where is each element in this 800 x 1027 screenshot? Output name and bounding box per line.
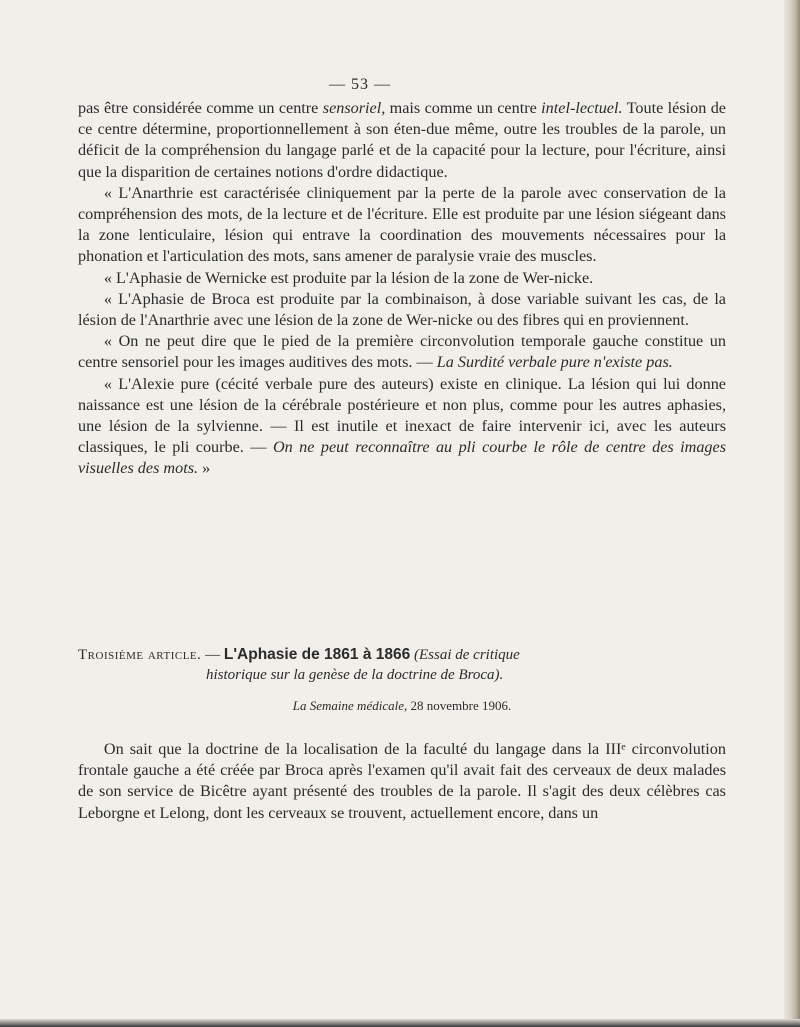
- text-run: « L'Alexie pure (cécité verbale pure des auteurs) existe en clinique. La lésion qui lui donne naissance est une lésion de la cérébrale postérieure et non plus, comme pour les autres aphasies, une lésion de la sylvienne. — Il est inutile et inexact de faire intervenir ici, avec les auteurs classiques, le pli courbe. —: [78, 374, 726, 457]
- text-run: « On ne peut dire que le pied de la première circonvolution temporale gauche constitue un centre sensoriel pour les images auditives des mots. —: [78, 332, 726, 372]
- article-heading-line-2: historique sur la genèse de la doctrine de Broca).: [206, 667, 504, 683]
- text-run: « L'Anarthrie est caractérisée cliniquement par la perte de la parole avec conservation de la compréhension des mots, de la lecture et de l'écriture. Elle est produite par une lésion siégeant dans la zone lenticulaire, lésion qui entrave la coordination des mouvements nécessaires pour la phonation et l'articulation des mots, sans amener de paralysie vraie des muscles.: [78, 183, 726, 266]
- article-heading: [78, 645, 726, 685]
- body-text-top: [78, 98, 726, 480]
- paragraph-temporale: [78, 331, 726, 373]
- italic-run: On ne peut reconnaître au pli courbe le rôle de centre des images visuelles des mots.: [78, 438, 727, 478]
- text-run: « L'Aphasie de Wernicke est produite par la lésion de la zone de Wer-nicke.: [103, 268, 594, 287]
- article-label: Troisième article.: [78, 647, 202, 663]
- text-run: Toute lésion de ce centre détermine, proportionnellement à son éten-due même, outre les troubles de la parole, un déficit de la compréhension du langage parlé et de la capacité pour la lecture, pour l'écriture, ainsi que la disparition de certaines notions d'ordre didactique.: [78, 99, 726, 181]
- text-run: »: [198, 459, 211, 478]
- heading-dash: —: [201, 647, 224, 663]
- text-run: mais comme un centre: [385, 99, 542, 117]
- paragraph-wernicke: [78, 268, 726, 289]
- paragraph-anarthrie: [78, 183, 726, 268]
- italic-run: La Surdité verbale pure n'existe pas.: [436, 353, 673, 372]
- body-text-bottom: [78, 739, 726, 824]
- page-bottom-edge: [0, 1019, 800, 1027]
- source-journal: La Semaine médicale,: [292, 698, 408, 713]
- article-subtitle: (Essai de critique: [410, 647, 520, 663]
- paragraph-doctrine: [78, 739, 726, 824]
- italic-run: intel-lectuel.: [541, 99, 623, 117]
- text-run: « L'Aphasie de Broca est produite par la combinaison, à dose variable suivant les cas, de la lésion de l'Anarthrie avec une lésion de la zone de Wer-nicke ou des fibres qui en proviennent.: [78, 289, 726, 330]
- text-run: pas être considérée comme un centre: [78, 99, 323, 117]
- text-run: On sait que la doctrine de la localisation de la faculté du langage dans la IIIᵉ circonvolution frontale gauche a été créée par Broca après l'examen qu'il avait fait des cerveaux de deux malades de son service de Bicêtre ayant présenté des troubles de la parole. Il s'agit des deux célèbres cas Leborgne et Lelong, dont les cerveaux se trouvent, actuellement encore, dans un: [78, 740, 726, 822]
- page-edge-shadow: [784, 0, 800, 1027]
- italic-run: sensoriel,: [322, 99, 386, 117]
- paragraph-alexie: [78, 374, 726, 480]
- article-source: [78, 698, 726, 714]
- source-date: 28 novembre 1906.: [407, 698, 512, 713]
- article-heading-line-1: [78, 645, 726, 665]
- paragraph-broca: [78, 289, 726, 331]
- page-number: — 53 —: [329, 76, 391, 93]
- article-title: L'Aphasie de 1861 à 1866: [223, 646, 411, 663]
- paragraph-1: [78, 98, 726, 183]
